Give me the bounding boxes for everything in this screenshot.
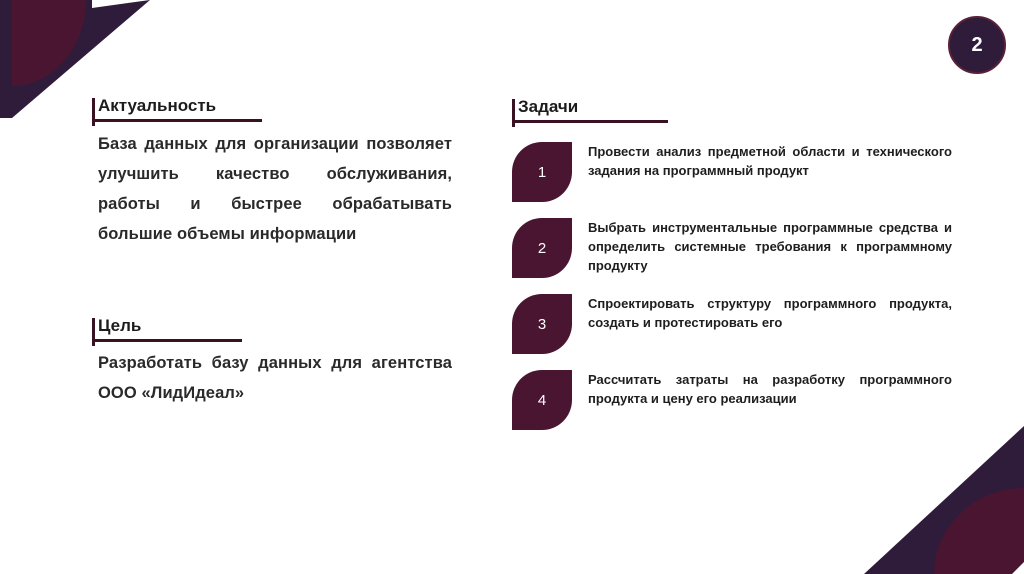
task-number-leaf: 2: [512, 218, 572, 278]
heading-underline: [92, 339, 242, 342]
page-number-badge: 2: [948, 16, 1006, 74]
heading-underline: [92, 119, 262, 122]
goal-heading: [92, 316, 141, 336]
relevance-heading: [92, 96, 216, 116]
task-text: Выбрать инструментальные программные средства и определить системные требования к программному продукту: [588, 220, 952, 273]
task-number-leaf: 4: [512, 370, 572, 430]
task-item: [512, 370, 962, 432]
corner-decoration-bottom-right: [864, 420, 1024, 574]
task-text: Спроектировать структуру программного продукта, создать и протестировать его: [588, 296, 952, 330]
task-text: Рассчитать затраты на разработку программного продукта и цену его реализации: [588, 372, 952, 406]
tasks-heading: [512, 97, 578, 117]
task-item: [512, 142, 962, 204]
task-number-leaf: 1: [512, 142, 572, 202]
relevance-text: База данных для организации позволяет улучшить качество обслуживания, работы и быстрее обрабатывать большие объемы информации: [98, 135, 452, 243]
task-number-leaf: 3: [512, 294, 572, 354]
goal-title: Цель: [98, 316, 142, 335]
tasks-title: Задачи: [518, 97, 579, 116]
goal-text: Разработать базу данных для агентства ООО «ЛидИдеал»: [98, 354, 452, 402]
task-item: [512, 218, 962, 280]
task-item: [512, 294, 962, 356]
heading-underline: [512, 120, 668, 123]
task-text: Провести анализ предметной области и технического задания на программный продукт: [588, 144, 952, 178]
relevance-title: Актуальность: [98, 96, 217, 115]
